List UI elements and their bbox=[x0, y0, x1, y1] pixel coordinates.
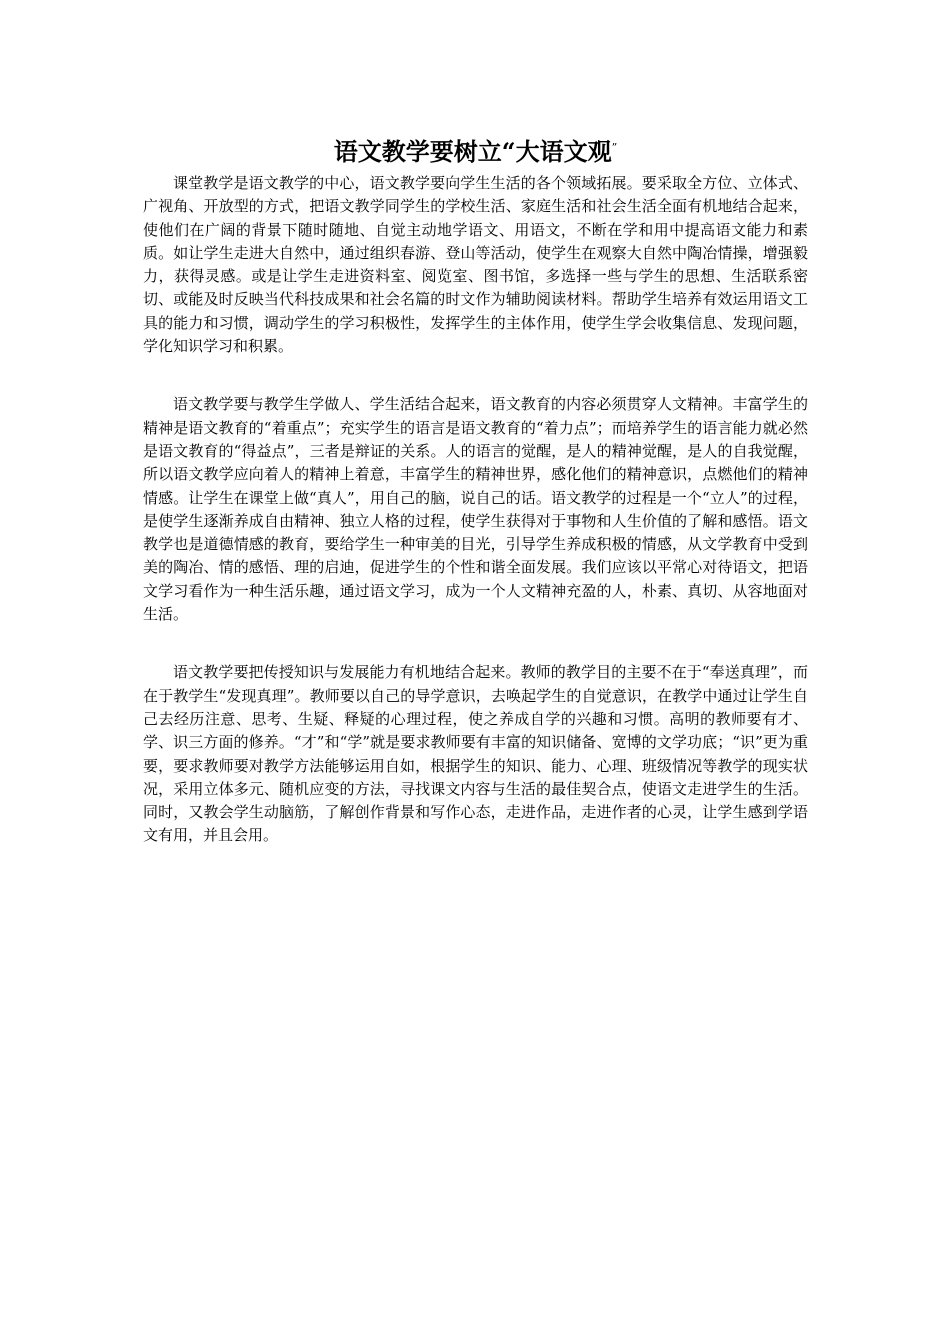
paragraph-3: 语文教学要把传授知识与发展能力有机地结合起来。教师的教学目的主要不在于“奉送真理”，而在于教学生“发现真理”。教师要以自己的导学意识，去唤起学生的自觉意识，在教学中通过让学生自己去经历注意、思考、生疑、释疑的心理过程，使之养成自学的兴趣和习惯。高明的教师要有才、学、识三方面的修养。“才”和“学”就是要求教师要有丰富的知识储备、宽博的文学功底；“识”更为重要，要求教师要对教学方法能够运用自如，根据学生的知识、能力、心理、班级情况等教学的现实状况，采用立体多元、随机应变的方法，寻找课文内容与生活的最佳契合点，使语文走进学生的生活。同时，又教会学生动脑筋，了解创作背景和写作心态，走进作品，走进作者的心灵，让学生感到学语文有用，并且会用。 bbox=[143, 663, 808, 845]
document-title-quote-end: ” bbox=[611, 141, 618, 154]
document-title bbox=[143, 128, 808, 172]
paragraph-2: 语文教学要与教学生学做人、学生活结合起来，语文教育的内容必须贯穿人文精神。丰富学生的精神是语文教育的“着重点”；充实学生的语言是语文教育的“着力点”；而培养学生的语言能力就必然是语文教育的“得益点”，三者是辩证的关系。人的语言的觉醒，是人的精神觉醒，是人的自我觉醒，所以语文教学应向着人的精神上着意，丰富学生的精神世界，感化他们的精神意识，点燃他们的精神情感。让学生在课堂上做“真人”，用自己的脑，说自己的话。语文教学的过程是一个“立人”的过程，是使学生逐渐养成自由精神、独立人格的过程，使学生获得对于事物和人生价值的了解和感悟。语文教学也是道德情感的教育，要给学生一种审美的目光，引导学生养成积极的情感，从文学教育中受到美的陶冶、情的感悟、理的启迪，促进学生的个性和谐全面发展。我们应该以平常心对待语文，把语文学习看作为一种生活乐趣，通过语文学习，成为一个人文精神充盈的人，朴素、真切、从容地面对生活。 bbox=[143, 395, 808, 624]
document-page bbox=[143, 128, 808, 883]
document-title-text: 语文教学要树立“大语文观 bbox=[333, 137, 612, 166]
paragraph-1: 课堂教学是语文教学的中心，语文教学要向学生生活的各个领域拓展。要采取全方位、立体式、广视角、开放型的方式，把语文教学同学生的学校生活、家庭生活和社会生活全面有机地结合起来，使他们在广阔的背景下随时随地、自觉主动地学语文、用语文，不断在学和用中提高语文能力和素质。如让学生走进大自然中，通过组织春游、登山等活动，使学生在观察大自然中陶冶情操，增强毅力，获得灵感。或是让学生走进资料室、阅览室、图书馆，多选择一些与学生的思想、生活联系密切、或能及时反映当代科技成果和社会名篇的时文作为辅助阅读材料。帮助学生培养有效运用语文工具的能力和习惯，调动学生的学习积极性，发挥学生的主体作用，使学生学会收集信息、发现问题，学化知识学习和积累。 bbox=[143, 174, 808, 356]
